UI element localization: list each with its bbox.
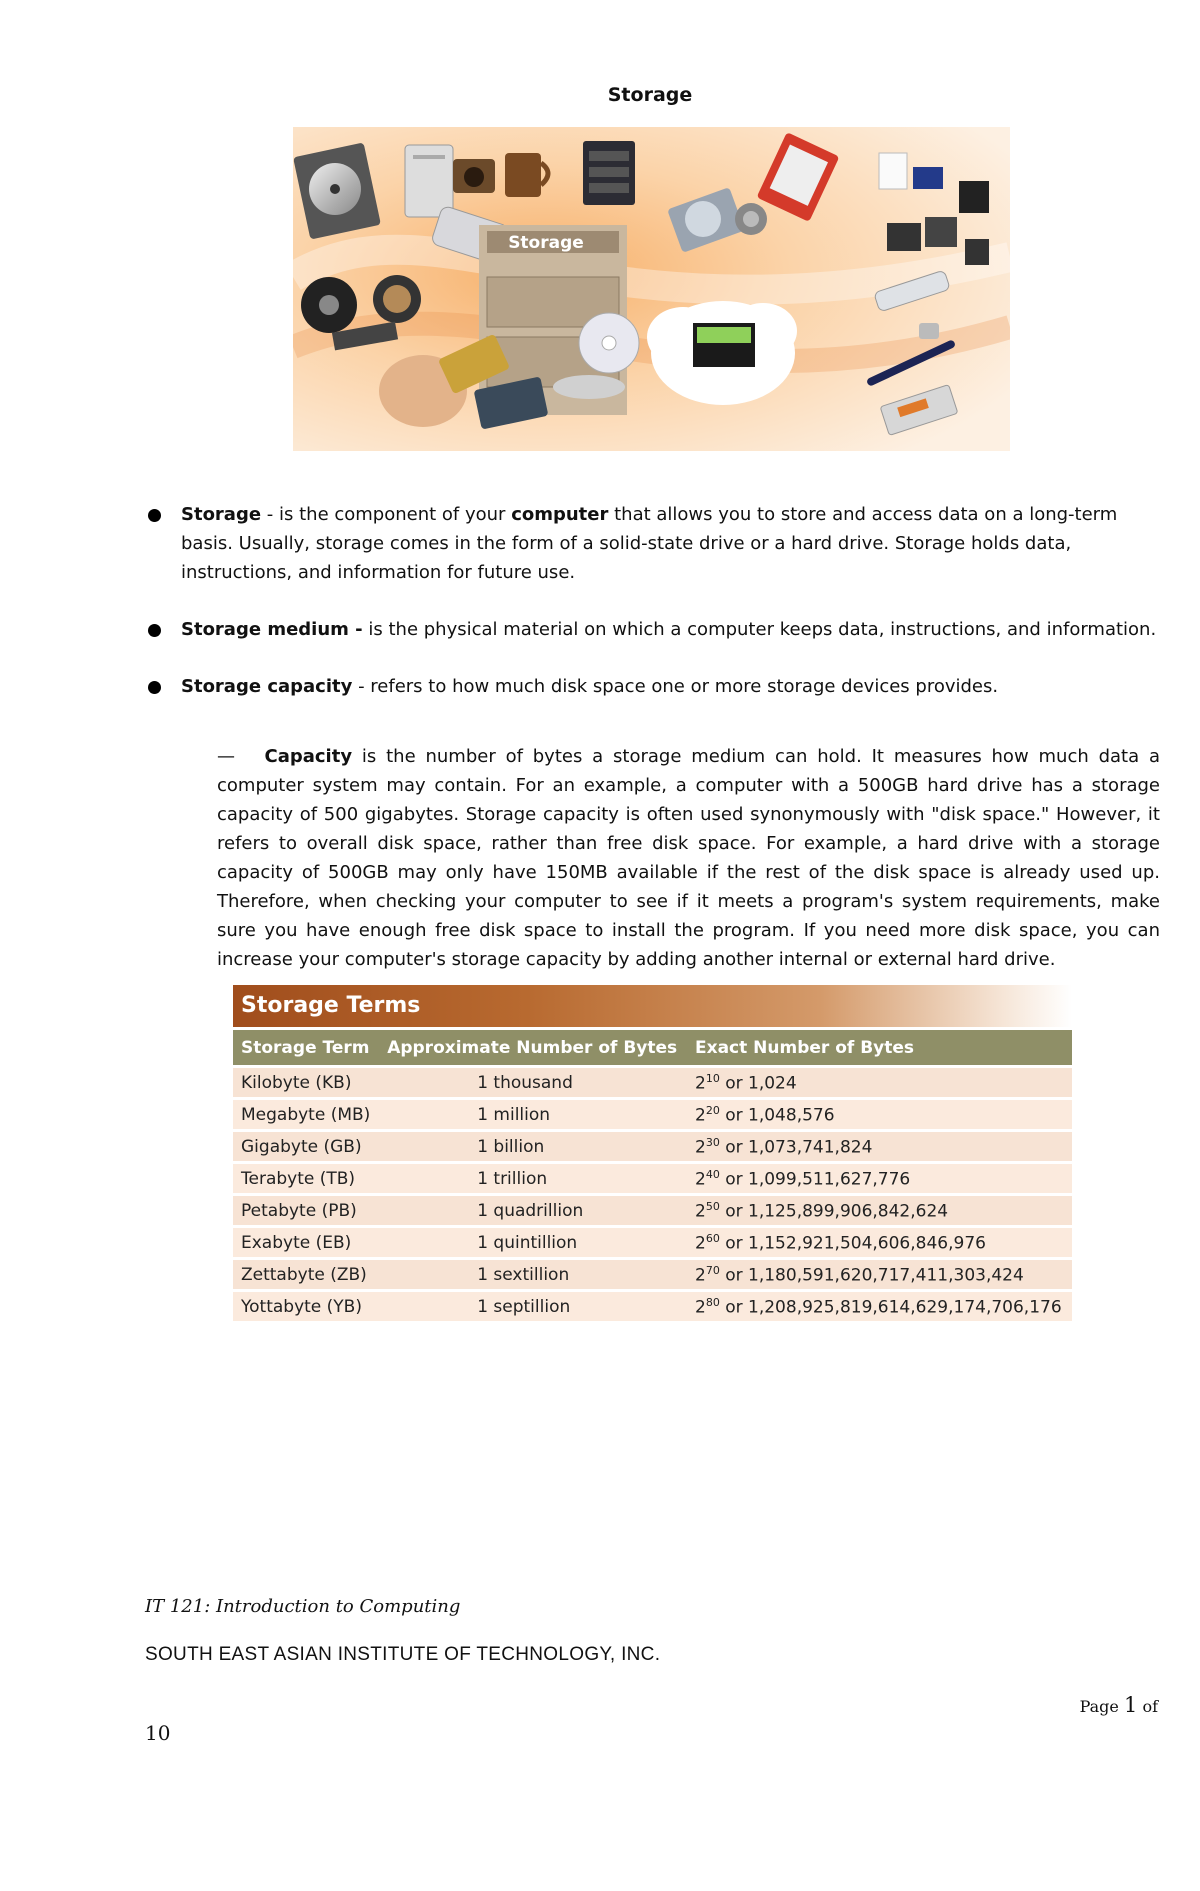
storage-capacity-text: - refers to how much disk space one or more storage devices provides.: [352, 676, 999, 697]
cell-exact: $2^{70}$ or 1,180,591,620,717,411,303,424: [687, 1260, 1072, 1289]
storage-text-before: - is the component of your: [261, 504, 512, 525]
table-row: [233, 1292, 1072, 1321]
table-row: [233, 1132, 1072, 1161]
cell-exact: $2^{80}$ or 1,208,925,819,614,629,174,706,176: [687, 1292, 1072, 1321]
cell-exponent: 70: [705, 1263, 720, 1277]
bullet-dot-icon: [148, 681, 161, 694]
bullet-storage-medium: [148, 615, 1160, 644]
cell-exponent: 50: [705, 1199, 720, 1213]
cell-exact-value: or 1,152,921,504,606,846,976: [719, 1233, 986, 1254]
capacity-paragraph: [217, 742, 1160, 974]
cell-term: Exabyte (EB): [233, 1228, 379, 1257]
footer-school: SOUTH EAST ASIAN INSTITUTE OF TECHNOLOGY, INC.: [145, 1644, 661, 1665]
bullet-dot-icon: [148, 624, 161, 637]
cell-approx: 1 septillion: [379, 1292, 687, 1321]
cell-exact-value: or 1,024: [719, 1073, 797, 1094]
cell-exact: $2^{20}$ or 1,048,576: [687, 1100, 1072, 1129]
capacity-text: is the number of bytes a storage medium can hold. It measures how much data a computer system may contain. For an example, a computer with a 500GB hard drive has a storage capacity of 500 gigabytes. Storage capacity is often used synonymously with "disk space." However, it refers to overall disk space, rather than free disk space. For example, a hard drive with a storage capacity of 500GB may only have 150MB available if the rest of the disk space is already used up. Therefore, when checking your computer to see if it meets a program's system requirements, make sure you have enough free disk space to install the program. If you need more disk space, you can increase your computer's storage capacity by adding another internal or external hard drive.: [217, 746, 1160, 970]
bullet-storage-capacity: [148, 672, 1160, 701]
cell-exponent: 20: [705, 1103, 720, 1117]
term-storage-medium: Storage medium -: [181, 619, 363, 640]
dash-marker: —: [217, 746, 235, 767]
storage-terms-grid: [233, 1027, 1072, 1324]
camera-icon: [453, 159, 495, 193]
term-storage: Storage: [181, 504, 262, 525]
table-row: [233, 1260, 1072, 1289]
cell-term: Petabyte (PB): [233, 1196, 379, 1225]
external-drive-icon: [405, 145, 453, 217]
cell-exact: $2^{60}$ or 1,152,921,504,606,846,976: [687, 1228, 1072, 1257]
cell-exact: $2^{40}$ or 1,099,511,627,776: [687, 1164, 1072, 1193]
cell-exact: $2^{50}$ or 1,125,899,906,842,624: [687, 1196, 1072, 1225]
cell-approx: 1 thousand: [379, 1068, 687, 1097]
table-title: Storage Terms: [233, 985, 1072, 1027]
footer-page-number: [1080, 1693, 1158, 1717]
cell-exact-value: or 1,073,741,824: [719, 1137, 873, 1158]
term-computer: computer: [511, 504, 609, 525]
cell-exponent: 10: [705, 1071, 720, 1085]
cell-exact-value: or 1,125,899,906,842,624: [719, 1201, 949, 1222]
header-exact-bytes: Exact Number of Bytes: [687, 1030, 1072, 1065]
cell-exponent: 60: [705, 1231, 720, 1245]
cell-term: Zettabyte (ZB): [233, 1260, 379, 1289]
cell-exact: $2^{10}$ or 1,024: [687, 1068, 1072, 1097]
storage-text-after: that allows you to store and access data on a long-term basis. Usually, storage comes in the form of a solid-state drive or a hard drive. Storage holds data, instructions, and information for future use.: [181, 504, 1118, 583]
header-approx-bytes: Approximate Number of Bytes: [379, 1030, 687, 1065]
table-row: [233, 1196, 1072, 1225]
cell-exponent: 30: [705, 1135, 720, 1149]
cell-term: Yottabyte (YB): [233, 1292, 379, 1321]
hero-storage-label: Storage: [508, 233, 584, 253]
nas-icon: [583, 141, 635, 205]
page-number: 1: [1123, 1693, 1138, 1717]
term-capacity: Capacity: [264, 746, 353, 767]
cell-term: Kilobyte (KB): [233, 1068, 379, 1097]
cell-exact-value: or 1,099,511,627,776: [719, 1169, 911, 1190]
cell-term: Megabyte (MB): [233, 1100, 379, 1129]
cell-exact-value: or 1,048,576: [719, 1105, 835, 1126]
storage-collage-image: [293, 127, 1010, 451]
cell-exact-value: or 1,180,591,620,717,411,303,424: [719, 1265, 1024, 1286]
cell-term: Terabyte (TB): [233, 1164, 379, 1193]
cell-approx: 1 sextillion: [379, 1260, 687, 1289]
page-prefix: Page: [1079, 1697, 1124, 1716]
cell-approx: 1 quadrillion: [379, 1196, 687, 1225]
bullet-dot-icon: [148, 509, 161, 522]
footer-page-total: 10: [145, 1721, 171, 1745]
table-header-row: [233, 1030, 1072, 1065]
term-storage-capacity: Storage capacity: [181, 676, 353, 697]
header-storage-term: Storage Term: [233, 1030, 379, 1065]
bullet-storage: [148, 500, 1160, 587]
table-row: [233, 1068, 1072, 1097]
table-row: [233, 1100, 1072, 1129]
cell-approx: 1 billion: [379, 1132, 687, 1161]
cell-exponent: 80: [705, 1295, 720, 1309]
cell-approx: 1 quintillion: [379, 1228, 687, 1257]
page-title: Storage: [607, 84, 693, 106]
storage-terms-table: [233, 985, 1072, 1324]
table-row: [233, 1228, 1072, 1257]
cell-exponent: 40: [705, 1167, 720, 1181]
storage-medium-text: is the physical material on which a computer keeps data, instructions, and information.: [362, 619, 1157, 640]
table-row: [233, 1164, 1072, 1193]
cell-term: Gigabyte (GB): [233, 1132, 379, 1161]
cell-exact: $2^{30}$ or 1,073,741,824: [687, 1132, 1072, 1161]
bullet-list: [148, 500, 1160, 729]
cell-approx: 1 million: [379, 1100, 687, 1129]
cell-approx: 1 trillion: [379, 1164, 687, 1193]
cell-exact-value: or 1,208,925,819,614,629,174,706,176: [719, 1297, 1062, 1318]
footer-course: IT 121: Introduction to Computing: [145, 1596, 461, 1617]
page-suffix: of: [1137, 1697, 1158, 1716]
